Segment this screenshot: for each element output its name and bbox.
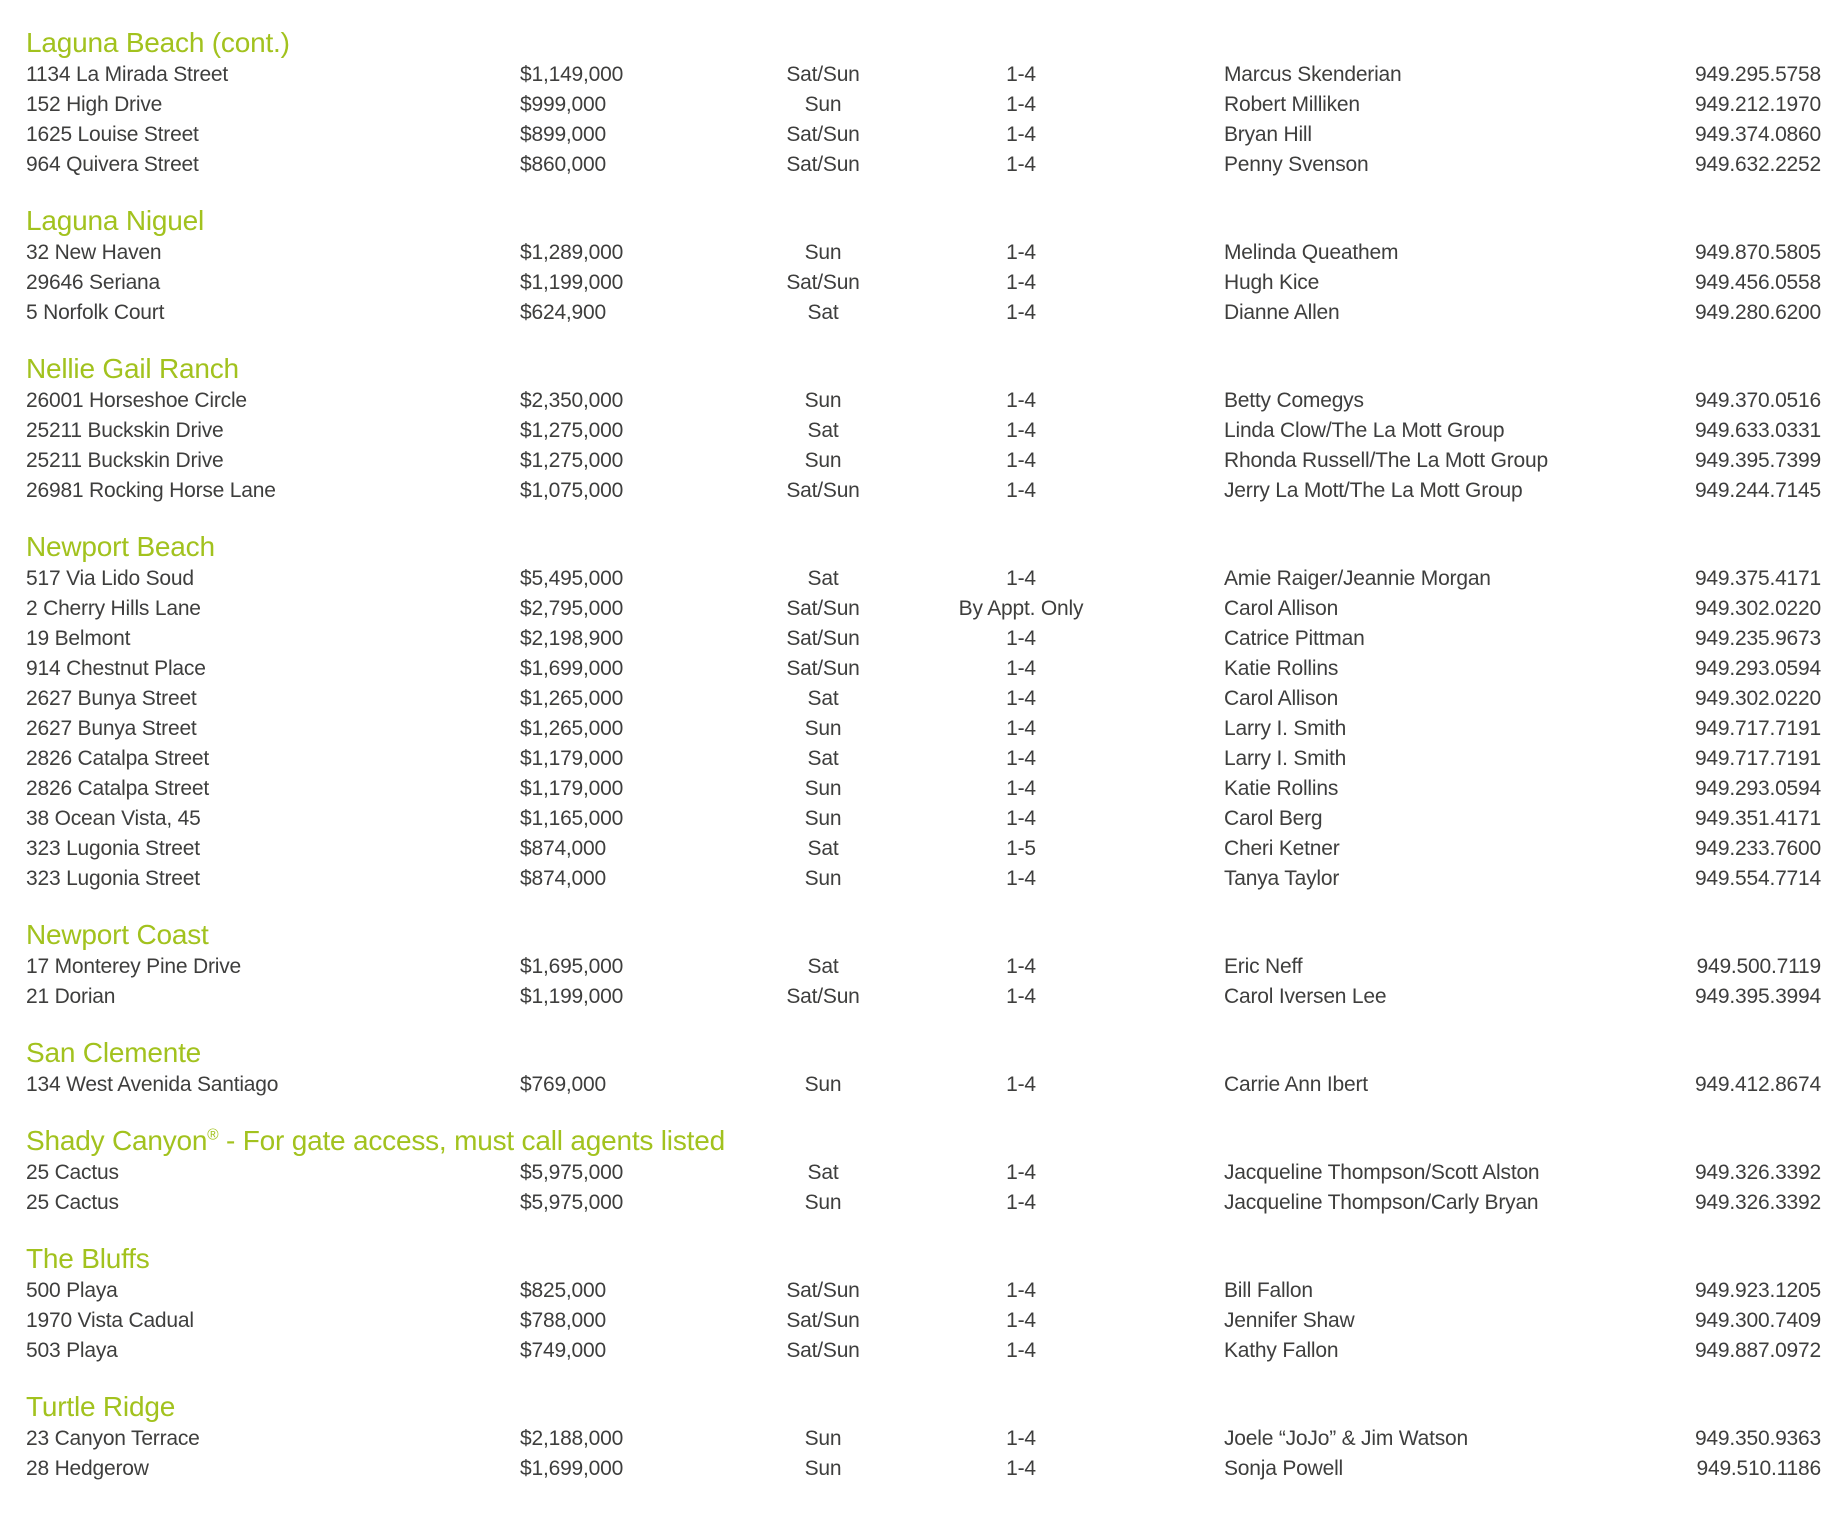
city-heading: Shady Canyon® - For gate access, must call agents listed — [26, 1125, 725, 1156]
listing-row — [26, 624, 1821, 654]
listing-time: 1-4 — [1006, 153, 1036, 176]
listing-time: 1-4 — [1006, 717, 1036, 740]
listing-phone: 949.632.2252 — [1694, 153, 1821, 176]
listing-price: $2,795,000 — [520, 597, 624, 620]
listing-price: $1,199,000 — [520, 985, 624, 1008]
listing-phone: 949.375.4171 — [1694, 567, 1821, 590]
listing-address: 26001 Horseshoe Circle — [26, 389, 247, 412]
listing-row — [26, 1158, 1821, 1188]
listing-agent: Carol Allison — [1224, 597, 1339, 620]
city-heading: Turtle Ridge — [26, 1391, 176, 1422]
listing-price: $1,165,000 — [520, 807, 624, 830]
listing-row — [26, 1070, 1821, 1100]
listing-rows — [26, 1158, 1821, 1218]
listing-agent: Catrice Pittman — [1224, 627, 1365, 650]
listing-days: Sun — [804, 1457, 842, 1480]
listing-time: 1-4 — [1006, 1427, 1036, 1450]
listing-address: 503 Playa — [26, 1339, 118, 1362]
listing-rows — [26, 386, 1821, 506]
listing-phone: 949.233.7600 — [1694, 837, 1821, 860]
listing-phone: 949.293.0594 — [1694, 777, 1821, 800]
listing-row — [26, 982, 1821, 1012]
listing-time: 1-4 — [1006, 271, 1036, 294]
listing-row — [26, 834, 1821, 864]
listing-price: $1,179,000 — [520, 777, 624, 800]
listing-rows — [26, 1070, 1821, 1100]
listing-address: 32 New Haven — [26, 241, 162, 264]
city-heading: Newport Coast — [26, 919, 209, 950]
listing-price: $860,000 — [520, 153, 606, 176]
listing-agent: Katie Rollins — [1224, 657, 1339, 680]
listing-agent: Linda Clow/The La Mott Group — [1224, 419, 1505, 442]
listing-row — [26, 1188, 1821, 1218]
listing-price: $1,289,000 — [520, 241, 624, 264]
listing-price: $2,198,900 — [520, 627, 624, 650]
listing-agent: Larry I. Smith — [1224, 717, 1347, 740]
listing-rows — [26, 1424, 1821, 1484]
registered-trademark-symbol: ® — [207, 1126, 219, 1144]
listing-address: 964 Quivera Street — [26, 153, 199, 176]
listing-time: By Appt. Only — [958, 597, 1084, 620]
listing-price: $5,975,000 — [520, 1161, 624, 1184]
listing-row — [26, 446, 1821, 476]
listing-address: 2 Cherry Hills Lane — [26, 597, 201, 620]
listing-time: 1-4 — [1006, 419, 1036, 442]
listing-row — [26, 476, 1821, 506]
listing-row — [26, 714, 1821, 744]
city-section — [26, 918, 1821, 1012]
listing-time: 1-4 — [1006, 985, 1036, 1008]
listing-agent: Amie Raiger/Jeannie Morgan — [1224, 567, 1491, 590]
listing-agent: Bryan Hill — [1224, 123, 1312, 146]
listing-price: $2,188,000 — [520, 1427, 624, 1450]
listing-price: $874,000 — [520, 837, 606, 860]
listing-address: 19 Belmont — [26, 627, 131, 650]
listing-phone: 949.302.0220 — [1694, 597, 1821, 620]
listing-address: 517 Via Lido Soud — [26, 567, 194, 590]
listing-phone: 949.326.3392 — [1694, 1191, 1821, 1214]
listing-time: 1-4 — [1006, 807, 1036, 830]
listing-price: $1,265,000 — [520, 717, 624, 740]
listing-phone: 949.374.0860 — [1694, 123, 1821, 146]
listing-address: 2627 Bunya Street — [26, 717, 197, 740]
listing-phone: 949.717.7191 — [1694, 717, 1821, 740]
listing-price: $769,000 — [520, 1073, 606, 1096]
listing-address: 26981 Rocking Horse Lane — [26, 479, 276, 502]
listing-price: $1,149,000 — [520, 63, 624, 86]
listing-agent: Carol Iversen Lee — [1224, 985, 1387, 1008]
listing-time: 1-4 — [1006, 301, 1036, 324]
listing-agent: Katie Rollins — [1224, 777, 1339, 800]
listing-agent: Hugh Kice — [1224, 271, 1320, 294]
listing-agent: Tanya Taylor — [1224, 867, 1340, 890]
listing-row — [26, 774, 1821, 804]
listing-days: Sat — [807, 301, 839, 324]
listing-days: Sun — [804, 1073, 842, 1096]
listing-rows — [26, 238, 1821, 328]
listing-row — [26, 864, 1821, 894]
listing-address: 25 Cactus — [26, 1191, 119, 1214]
listing-days: Sat/Sun — [786, 479, 860, 502]
listing-time: 1-4 — [1006, 389, 1036, 412]
listing-days: Sun — [804, 777, 842, 800]
listing-address: 323 Lugonia Street — [26, 867, 200, 890]
listing-row — [26, 744, 1821, 774]
listing-time: 1-4 — [1006, 123, 1036, 146]
listing-address: 23 Canyon Terrace — [26, 1427, 200, 1450]
listing-price: $1,179,000 — [520, 747, 624, 770]
listing-address: 25 Cactus — [26, 1161, 119, 1184]
city-section — [26, 204, 1821, 328]
listing-days: Sat/Sun — [786, 63, 860, 86]
city-section — [26, 1390, 1821, 1484]
listing-days: Sat — [807, 955, 839, 978]
listing-days: Sat/Sun — [786, 627, 860, 650]
listing-phone: 949.500.7119 — [1696, 955, 1821, 978]
listing-price: $2,350,000 — [520, 389, 624, 412]
listing-address: 28 Hedgerow — [26, 1457, 149, 1480]
listing-phone: 949.293.0594 — [1694, 657, 1821, 680]
listing-row — [26, 952, 1821, 982]
listing-address: 2627 Bunya Street — [26, 687, 197, 710]
listing-address: 2826 Catalpa Street — [26, 777, 209, 800]
listing-price: $1,275,000 — [520, 419, 624, 442]
listing-row — [26, 298, 1821, 328]
listing-days: Sun — [804, 93, 842, 116]
listing-address: 914 Chestnut Place — [26, 657, 206, 680]
listing-address: 1625 Louise Street — [26, 123, 199, 146]
listing-row — [26, 1276, 1821, 1306]
listing-phone: 949.302.0220 — [1694, 687, 1821, 710]
listing-time: 1-4 — [1006, 1191, 1036, 1214]
listing-price: $1,699,000 — [520, 1457, 624, 1480]
listing-phone: 949.554.7714 — [1694, 867, 1821, 890]
listing-phone: 949.510.1186 — [1696, 1457, 1821, 1480]
listing-phone: 949.212.1970 — [1694, 93, 1821, 116]
listing-row — [26, 60, 1821, 90]
listing-row — [26, 654, 1821, 684]
listing-days: Sat — [807, 1161, 839, 1184]
listing-agent: Jerry La Mott/The La Mott Group — [1224, 479, 1523, 502]
listing-days: Sun — [804, 449, 842, 472]
listing-rows — [26, 1276, 1821, 1366]
listing-days: Sun — [804, 717, 842, 740]
listing-rows — [26, 564, 1821, 894]
listing-price: $999,000 — [520, 93, 606, 116]
city-heading: Laguna Beach (cont.) — [26, 27, 290, 58]
listing-phone: 949.395.3994 — [1694, 985, 1821, 1008]
listing-phone: 949.395.7399 — [1694, 449, 1821, 472]
listing-row — [26, 268, 1821, 298]
listing-days: Sat/Sun — [786, 271, 860, 294]
listing-days: Sat — [807, 567, 839, 590]
listing-address: 500 Playa — [26, 1279, 118, 1302]
listing-phone: 949.717.7191 — [1694, 747, 1821, 770]
listing-days: Sat/Sun — [786, 985, 860, 1008]
listing-time: 1-4 — [1006, 93, 1036, 116]
listing-row — [26, 90, 1821, 120]
listing-agent: Carol Berg — [1224, 807, 1323, 830]
listing-time: 1-4 — [1006, 777, 1036, 800]
listing-row — [26, 120, 1821, 150]
listing-agent: Betty Comegys — [1224, 389, 1364, 412]
listing-row — [26, 1306, 1821, 1336]
listing-days: Sat/Sun — [786, 123, 860, 146]
listing-days: Sat — [807, 837, 839, 860]
listing-row — [26, 594, 1821, 624]
listing-price: $1,199,000 — [520, 271, 624, 294]
listing-agent: Robert Milliken — [1224, 93, 1360, 116]
listing-time: 1-4 — [1006, 63, 1036, 86]
listing-time: 1-4 — [1006, 567, 1036, 590]
listing-phone: 949.412.8674 — [1694, 1073, 1821, 1096]
listing-phone: 949.326.3392 — [1694, 1161, 1821, 1184]
listing-price: $624,900 — [520, 301, 606, 324]
listing-price: $5,495,000 — [520, 567, 624, 590]
listing-address: 1134 La Mirada Street — [26, 63, 229, 86]
listing-phone: 949.235.9673 — [1694, 627, 1821, 650]
listing-address: 5 Norfolk Court — [26, 301, 165, 324]
listing-price: $5,975,000 — [520, 1191, 624, 1214]
listing-agent: Bill Fallon — [1224, 1279, 1313, 1302]
listing-agent: Jennifer Shaw — [1224, 1309, 1355, 1332]
listing-days: Sat — [807, 419, 839, 442]
listing-address: 25211 Buckskin Drive — [26, 449, 224, 472]
listing-days: Sat/Sun — [786, 657, 860, 680]
listing-row — [26, 564, 1821, 594]
listing-address: 17 Monterey Pine Drive — [26, 955, 242, 978]
listing-agent: Larry I. Smith — [1224, 747, 1347, 770]
listing-agent: Rhonda Russell/The La Mott Group — [1224, 449, 1548, 472]
listing-address: 2826 Catalpa Street — [26, 747, 209, 770]
listing-days: Sat/Sun — [786, 1309, 860, 1332]
open-house-directory — [26, 26, 1821, 1484]
listing-price: $1,265,000 — [520, 687, 624, 710]
city-heading: The Bluffs — [26, 1243, 150, 1274]
listing-agent: Jacqueline Thompson/Scott Alston — [1224, 1161, 1540, 1184]
listing-time: 1-5 — [1006, 837, 1036, 860]
listing-price: $899,000 — [520, 123, 606, 146]
listing-row — [26, 1336, 1821, 1366]
listing-days: Sat/Sun — [786, 1339, 860, 1362]
listing-address: 323 Lugonia Street — [26, 837, 200, 860]
listing-row — [26, 386, 1821, 416]
listing-days: Sun — [804, 807, 842, 830]
listing-days: Sat/Sun — [786, 153, 860, 176]
listing-days: Sun — [804, 389, 842, 412]
listing-time: 1-4 — [1006, 1073, 1036, 1096]
listing-time: 1-4 — [1006, 1161, 1036, 1184]
listing-days: Sun — [804, 867, 842, 890]
listing-agent: Eric Neff — [1224, 955, 1303, 978]
listing-phone: 949.351.4171 — [1694, 807, 1821, 830]
listing-agent: Jacqueline Thompson/Carly Bryan — [1224, 1191, 1539, 1214]
listing-price: $1,275,000 — [520, 449, 624, 472]
listing-phone: 949.300.7409 — [1694, 1309, 1821, 1332]
listing-price: $825,000 — [520, 1279, 606, 1302]
listing-phone: 949.350.9363 — [1694, 1427, 1821, 1450]
city-section — [26, 26, 1821, 180]
city-section — [26, 352, 1821, 506]
listing-price: $1,075,000 — [520, 479, 624, 502]
city-heading: Nellie Gail Ranch — [26, 353, 239, 384]
listing-phone: 949.633.0331 — [1694, 419, 1821, 442]
listing-days: Sun — [804, 1427, 842, 1450]
listing-phone: 949.456.0558 — [1694, 271, 1821, 294]
listing-agent: Melinda Queathem — [1224, 241, 1399, 264]
listing-time: 1-4 — [1006, 687, 1036, 710]
city-section — [26, 1242, 1821, 1366]
listing-price: $1,695,000 — [520, 955, 624, 978]
listing-time: 1-4 — [1006, 955, 1036, 978]
listing-agent: Sonja Powell — [1224, 1457, 1344, 1480]
listing-row — [26, 150, 1821, 180]
listing-time: 1-4 — [1006, 449, 1036, 472]
city-section — [26, 1124, 1821, 1218]
listing-row — [26, 804, 1821, 834]
listing-time: 1-4 — [1006, 1339, 1036, 1362]
listing-agent: Marcus Skenderian — [1224, 63, 1402, 86]
city-section — [26, 1036, 1821, 1100]
city-section — [26, 530, 1821, 894]
listing-days: Sun — [804, 1191, 842, 1214]
listing-days: Sat/Sun — [786, 597, 860, 620]
listing-time: 1-4 — [1006, 241, 1036, 264]
listing-agent: Carrie Ann Ibert — [1224, 1073, 1368, 1096]
listing-rows — [26, 952, 1821, 1012]
city-heading: Laguna Niguel — [26, 205, 204, 236]
listing-days: Sat — [807, 687, 839, 710]
city-heading: San Clemente — [26, 1037, 202, 1068]
listing-row — [26, 1424, 1821, 1454]
listing-row — [26, 684, 1821, 714]
listing-phone: 949.295.5758 — [1694, 63, 1821, 86]
listing-agent: Carol Allison — [1224, 687, 1339, 710]
listing-time: 1-4 — [1006, 867, 1036, 890]
listing-phone: 949.244.7145 — [1694, 479, 1821, 502]
city-heading: Newport Beach — [26, 531, 215, 562]
listing-time: 1-4 — [1006, 657, 1036, 680]
listing-time: 1-4 — [1006, 1279, 1036, 1302]
listing-address: 1970 Vista Cadual — [26, 1309, 194, 1332]
listing-time: 1-4 — [1006, 627, 1036, 650]
listing-phone: 949.923.1205 — [1694, 1279, 1821, 1302]
listing-rows — [26, 60, 1821, 180]
listing-phone: 949.280.6200 — [1694, 301, 1821, 324]
listing-address: 25211 Buckskin Drive — [26, 419, 224, 442]
listing-days: Sat — [807, 747, 839, 770]
listing-row — [26, 416, 1821, 446]
listing-address: 21 Dorian — [26, 985, 116, 1008]
listing-time: 1-4 — [1006, 1457, 1036, 1480]
listing-row — [26, 238, 1821, 268]
listing-time: 1-4 — [1006, 747, 1036, 770]
listing-phone: 949.887.0972 — [1694, 1339, 1821, 1362]
listing-address: 152 High Drive — [26, 93, 163, 116]
listing-price: $749,000 — [520, 1339, 606, 1362]
listing-agent: Kathy Fallon — [1224, 1339, 1339, 1362]
listing-price: $1,699,000 — [520, 657, 624, 680]
listing-agent: Penny Svenson — [1224, 153, 1369, 176]
listing-days: Sun — [804, 241, 842, 264]
listing-phone: 949.870.5805 — [1694, 241, 1821, 264]
listing-agent: Dianne Allen — [1224, 301, 1340, 324]
listing-row — [26, 1454, 1821, 1484]
listing-days: Sat/Sun — [786, 1279, 860, 1302]
listing-time: 1-4 — [1006, 1309, 1036, 1332]
listing-address: 29646 Seriana — [26, 271, 161, 294]
listing-agent: Cheri Ketner — [1224, 837, 1340, 860]
listing-time: 1-4 — [1006, 479, 1036, 502]
listing-price: $874,000 — [520, 867, 606, 890]
listing-address: 134 West Avenida Santiago — [26, 1073, 279, 1096]
listing-phone: 949.370.0516 — [1694, 389, 1821, 412]
listing-agent: Joele “JoJo” & Jim Watson — [1224, 1427, 1468, 1450]
listing-address: 38 Ocean Vista, 45 — [26, 807, 201, 830]
listing-price: $788,000 — [520, 1309, 606, 1332]
